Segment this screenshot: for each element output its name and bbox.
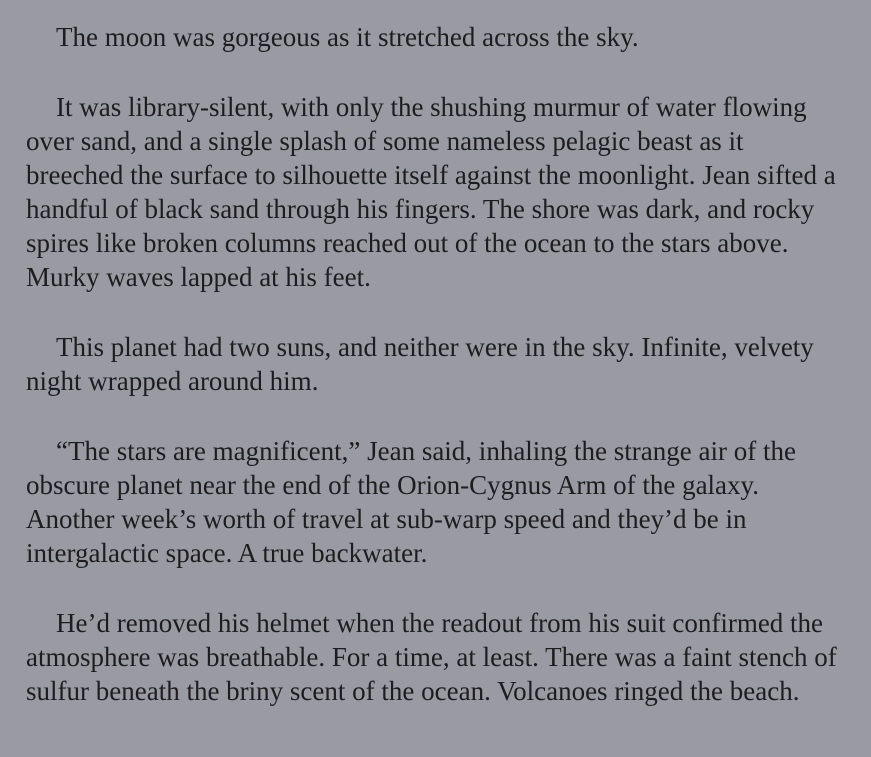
paragraph: “The stars are magnificent,” Jean said, inhaling the strange air of the obscure planet near the end of the Orion-Cygnus Arm of the galaxy. Another week’s worth of travel at sub-warp speed and they’d be in intergalactic space. A true backwater. xyxy=(26,436,796,568)
paragraph: This planet had two suns, and neither were in the sky. Infinite, velvety night wrapped around him. xyxy=(26,332,814,396)
paragraph: He’d removed his helmet when the readout from his suit confirmed the atmosphere was breathable. For a time, at least. There was a faint stench of sulfur beneath the briny scent of the ocean. Volcanoes ringed the beach. xyxy=(26,608,837,706)
paragraph: The moon was gorgeous as it stretched across the sky. xyxy=(56,22,639,52)
paragraph: It was library-silent, with only the shushing murmur of water flowing over sand, and a single splash of some nameless pelagic beast as it breeched the surface to silhouette itself against the moonlight. Jean sifted a handful of black sand through his fingers. The shore was dark, and rocky spires like broken columns reached out of the ocean to the stars above. Murky waves lapped at his feet. xyxy=(26,92,836,292)
